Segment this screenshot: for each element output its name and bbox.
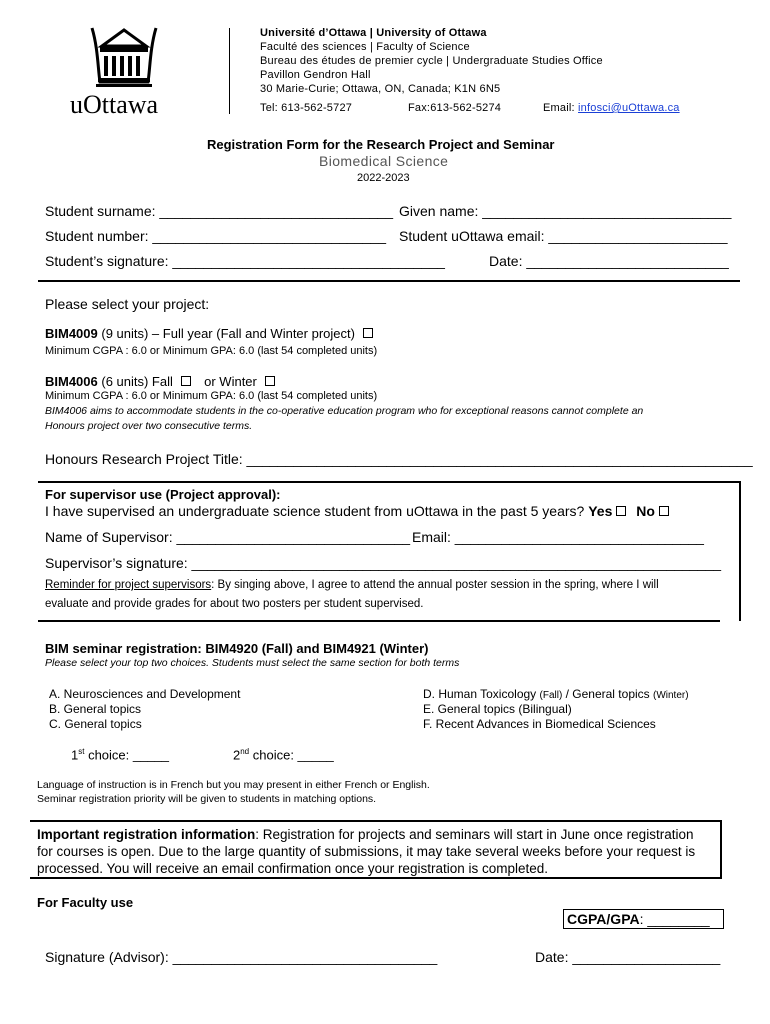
bim4006-winter-checkbox[interactable] (265, 376, 275, 386)
bim4009-requirement: Minimum CGPA : 6.0 or Minimum GPA: 6.0 (last 54 completed units) (45, 345, 378, 357)
option-d-fall: (Fall) (539, 690, 563, 701)
supervisor-no-label: No (636, 503, 655, 519)
student-number-field[interactable]: Student number: ______________________________ (45, 228, 386, 244)
header-email-link[interactable]: infosci@uOttawa.ca (578, 102, 680, 114)
first-choice-blank: choice: _____ (84, 747, 170, 763)
option-d-winter: (Winter) (653, 690, 689, 701)
important-label: Important registration information (37, 827, 256, 842)
supervisor-box-right (739, 481, 741, 621)
bim4009-code: BIM4009 (45, 326, 98, 341)
language-note: Language of instruction is in French but you may present in either French or English. (37, 779, 430, 791)
seminar-option-d (423, 687, 689, 701)
project-title-field[interactable]: Honours Research Project Title: _________________________________________________________________ (45, 451, 753, 467)
student-signature-field[interactable]: Student’s signature: ___________________________________ (45, 253, 445, 269)
bim4009-text: (9 units) – Full year (Fall and Winter project) (97, 326, 355, 341)
option-d-mid: / General topics (562, 687, 653, 701)
supervisor-question-text: I have supervised an undergraduate science student from uOttawa in the past 5 years? (45, 503, 585, 519)
student-given-name-field[interactable]: Given name: ________________________________ (399, 203, 732, 219)
header-building: Pavillon Gendron Hall (260, 69, 371, 81)
first-choice-suffix: st (78, 747, 85, 756)
important-box-bottom (30, 877, 722, 879)
supervisor-email-field[interactable]: Email: ________________________________ (412, 529, 704, 545)
bim4009-checkbox[interactable] (363, 328, 373, 338)
supervisor-yes-checkbox[interactable] (616, 506, 626, 516)
important-line-1 (37, 827, 693, 842)
supervisor-no-checkbox[interactable] (659, 506, 669, 516)
seminar-instruction: Please select your top two choices. Students must select the same section for both terms (45, 657, 460, 669)
bim4006-code: BIM4006 (45, 374, 98, 389)
bim4006-option (45, 374, 275, 389)
supervisor-signature-field[interactable]: Supervisor’s signature: ____________________________________________________________________ (45, 555, 722, 571)
header-fax: Fax:613-562-5274 (408, 102, 502, 114)
bim4006-note-1: BIM4006 aims to accommodate students in the co-operative education program who for exceptional reasons cannot complete an (45, 405, 644, 417)
bim4006-text: (6 units) Fall (97, 374, 173, 389)
header-faculty: Faculté des sciences | Faculty of Science (260, 41, 470, 53)
priority-note: Seminar registration priority will be given to students in matching options. (37, 793, 377, 805)
important-text-2: for courses is open. Due to the large quantity of submissions, it may take several weeks before your request is (37, 844, 696, 859)
advisor-date-field[interactable]: Date: ___________________ (535, 949, 721, 965)
header-office: Bureau des études de premier cycle | Undergraduate Studies Office (260, 55, 603, 67)
supervisor-name-field[interactable]: Name of Supervisor: ______________________________ (45, 529, 411, 545)
option-d-main: D. Human Toxicology (423, 687, 540, 701)
header-tel: Tel: 613-562-5727 (260, 102, 353, 114)
important-box-top (30, 820, 722, 822)
important-text-1: : Registration for projects and seminars will start in June once registration (255, 827, 694, 842)
cgpa-label: CGPA/GPA (567, 911, 640, 927)
second-choice-blank: choice: _____ (249, 747, 334, 763)
supervisor-heading: For supervisor use (Project approval): (45, 487, 281, 502)
seminar-option-f: F. Recent Advances in Biomedical Sciences (423, 717, 656, 731)
header-divider (229, 28, 230, 114)
bim4006-note-2: Honours project over two consecutive terms. (45, 420, 253, 432)
student-email-field[interactable]: Student uOttawa email: _______________________ (399, 228, 728, 244)
faculty-heading: For Faculty use (37, 895, 134, 910)
header-address: 30 Marie-Curie; Ottawa, ON, Canada; K1N 6N5 (260, 83, 501, 95)
second-choice-number: 2 (233, 747, 241, 763)
student-surname-field[interactable]: Student surname: ______________________________ (45, 203, 393, 219)
second-choice-suffix: nd (240, 747, 250, 756)
header-email-label: Email: (543, 102, 575, 114)
supervisor-question (45, 503, 669, 519)
seminar-heading: BIM seminar registration: BIM4920 (Fall) and BIM4921 (Winter) (45, 641, 429, 656)
university-logo (68, 20, 180, 118)
seminar-option-b: B. General topics (49, 702, 142, 716)
advisor-signature-field[interactable]: Signature (Advisor): __________________________________ (45, 949, 438, 965)
seminar-option-c: C. General topics (49, 717, 142, 731)
section-divider (38, 280, 740, 282)
bim4006-or-winter: or Winter (204, 374, 257, 389)
second-choice-field[interactable] (233, 747, 334, 762)
first-choice-field[interactable] (71, 747, 169, 762)
seminar-option-e: E. General topics (Bilingual) (423, 702, 572, 716)
reminder-label: Reminder for project supervisors (45, 579, 212, 591)
reminder-text-2: evaluate and provide grades for about two posters per student supervised. (45, 598, 424, 610)
supervisor-box-bottom (38, 620, 720, 622)
bim4009-option (45, 326, 373, 341)
supervisor-reminder (45, 579, 659, 591)
header-university: Université d’Ottawa | University of Ottawa (260, 27, 487, 39)
supervisor-box-top (38, 481, 740, 483)
supervisor-yes-label: Yes (588, 503, 613, 519)
form-subtitle: Biomedical Science (319, 153, 449, 169)
form-title: Registration Form for the Research Project and Seminar (207, 137, 555, 152)
student-date-field[interactable]: Date: __________________________ (489, 253, 729, 269)
bim4006-requirement: Minimum CGPA : 6.0 or Minimum GPA: 6.0 (last 54 completed units) (45, 390, 378, 402)
form-year: 2022-2023 (357, 172, 410, 184)
cgpa-box[interactable] (563, 909, 724, 929)
important-text-3: processed. You will receive an email confirmation once your registration is completed. (37, 861, 549, 876)
project-select-label: Please select your project: (45, 296, 210, 312)
cgpa-blank: : ________ (639, 911, 710, 927)
important-box-right (720, 820, 722, 878)
header-email (543, 101, 680, 115)
seminar-option-a: A. Neurosciences and Development (49, 687, 241, 701)
bim4006-fall-checkbox[interactable] (181, 376, 191, 386)
logo-wordmark: uOttawa (70, 90, 159, 119)
reminder-text-1: : By singing above, I agree to attend the annual poster session in the spring, where I will (211, 579, 659, 591)
first-choice-number: 1 (71, 747, 79, 763)
